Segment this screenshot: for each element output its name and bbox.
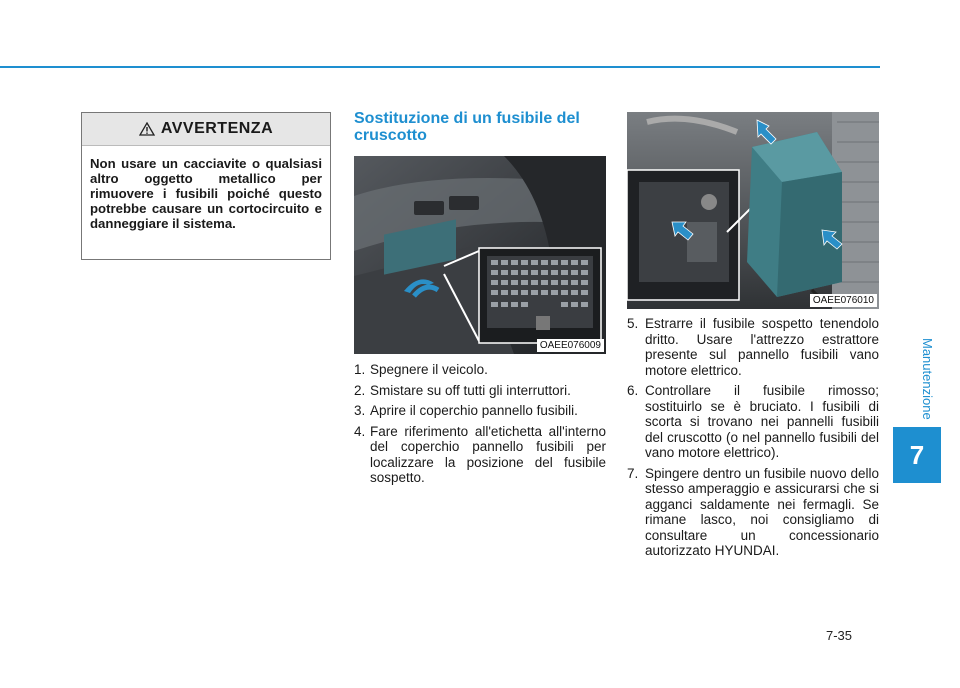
list-item [354, 362, 606, 378]
step-text: Smistare su off tutti gli interruttori. [370, 382, 571, 398]
figure-caption-1: OAEE076009 [537, 339, 604, 352]
warning-title: AVVERTENZA [160, 120, 274, 137]
list-item [354, 424, 606, 486]
steps-list-left [354, 362, 606, 491]
engine-bay-illustration [627, 112, 879, 309]
figure-dashboard-fuse-panel [354, 156, 606, 354]
step-number: 6. [627, 383, 639, 398]
list-item [627, 316, 879, 378]
figure-caption-2: OAEE076010 [810, 294, 877, 307]
step-number: 1. [354, 362, 366, 377]
step-text: Fare riferimento all'etichetta all'interno del coperchio pannello fusibili per localizzare la posizione del fusibile sospetto. [370, 423, 606, 485]
step-number: 7. [627, 465, 639, 481]
header-rule [0, 66, 880, 68]
section-title: Sostituzione di un fusibile del cruscotto [354, 110, 580, 144]
step-number: 5. [627, 316, 639, 331]
warning-triangle-icon [139, 122, 155, 136]
step-text: Aprire il coperchio pannello fusibili. [370, 403, 578, 418]
steps-list-right [627, 316, 879, 564]
warning-box [81, 112, 331, 260]
step-text: Spegnere il veicolo. [370, 362, 488, 377]
list-item [627, 383, 879, 461]
warning-text: Non usare un cacciavite o qualsiasi altro oggetto metallico per rimuovere i fusibili poiché questo potrebbe causare un cortocircuito e danneggiare il sistema. [90, 156, 322, 231]
step-number: 3. [354, 403, 366, 418]
chapter-tab: 7 [893, 427, 941, 483]
step-text: Estrarre il fusibile sospetto tenendolo dritto. Usare l'attrezzo estrattore presente sul pannello fusibili vano motore elettrico. [645, 316, 879, 378]
step-text: Spingere dentro un fusibile nuovo dello stesso amperaggio e assicurarsi che si agganci saldamente nei fermagli. Se rimane lasco, noi consigliamo di consultare un concessionario autorizzato HYUNDAI. [645, 465, 879, 558]
step-text: Controllare il fusibile rimosso; sostituirlo se è bruciato. I fusibili di scorta si trovano nei pannelli fusibili del cruscotto (o nel pannello fusibili del vano motore elettrico). [645, 383, 879, 460]
list-item [627, 466, 879, 559]
step-number: 2. [354, 382, 366, 398]
warning-header [82, 113, 330, 146]
list-item [354, 383, 606, 399]
figure-engine-fuse-box [627, 112, 879, 309]
list-item [354, 403, 606, 419]
section-side-label: Manutenzione [920, 338, 935, 420]
dashboard-illustration [354, 156, 606, 354]
step-number: 4. [354, 423, 366, 439]
page-number: 7-35 [826, 628, 853, 643]
